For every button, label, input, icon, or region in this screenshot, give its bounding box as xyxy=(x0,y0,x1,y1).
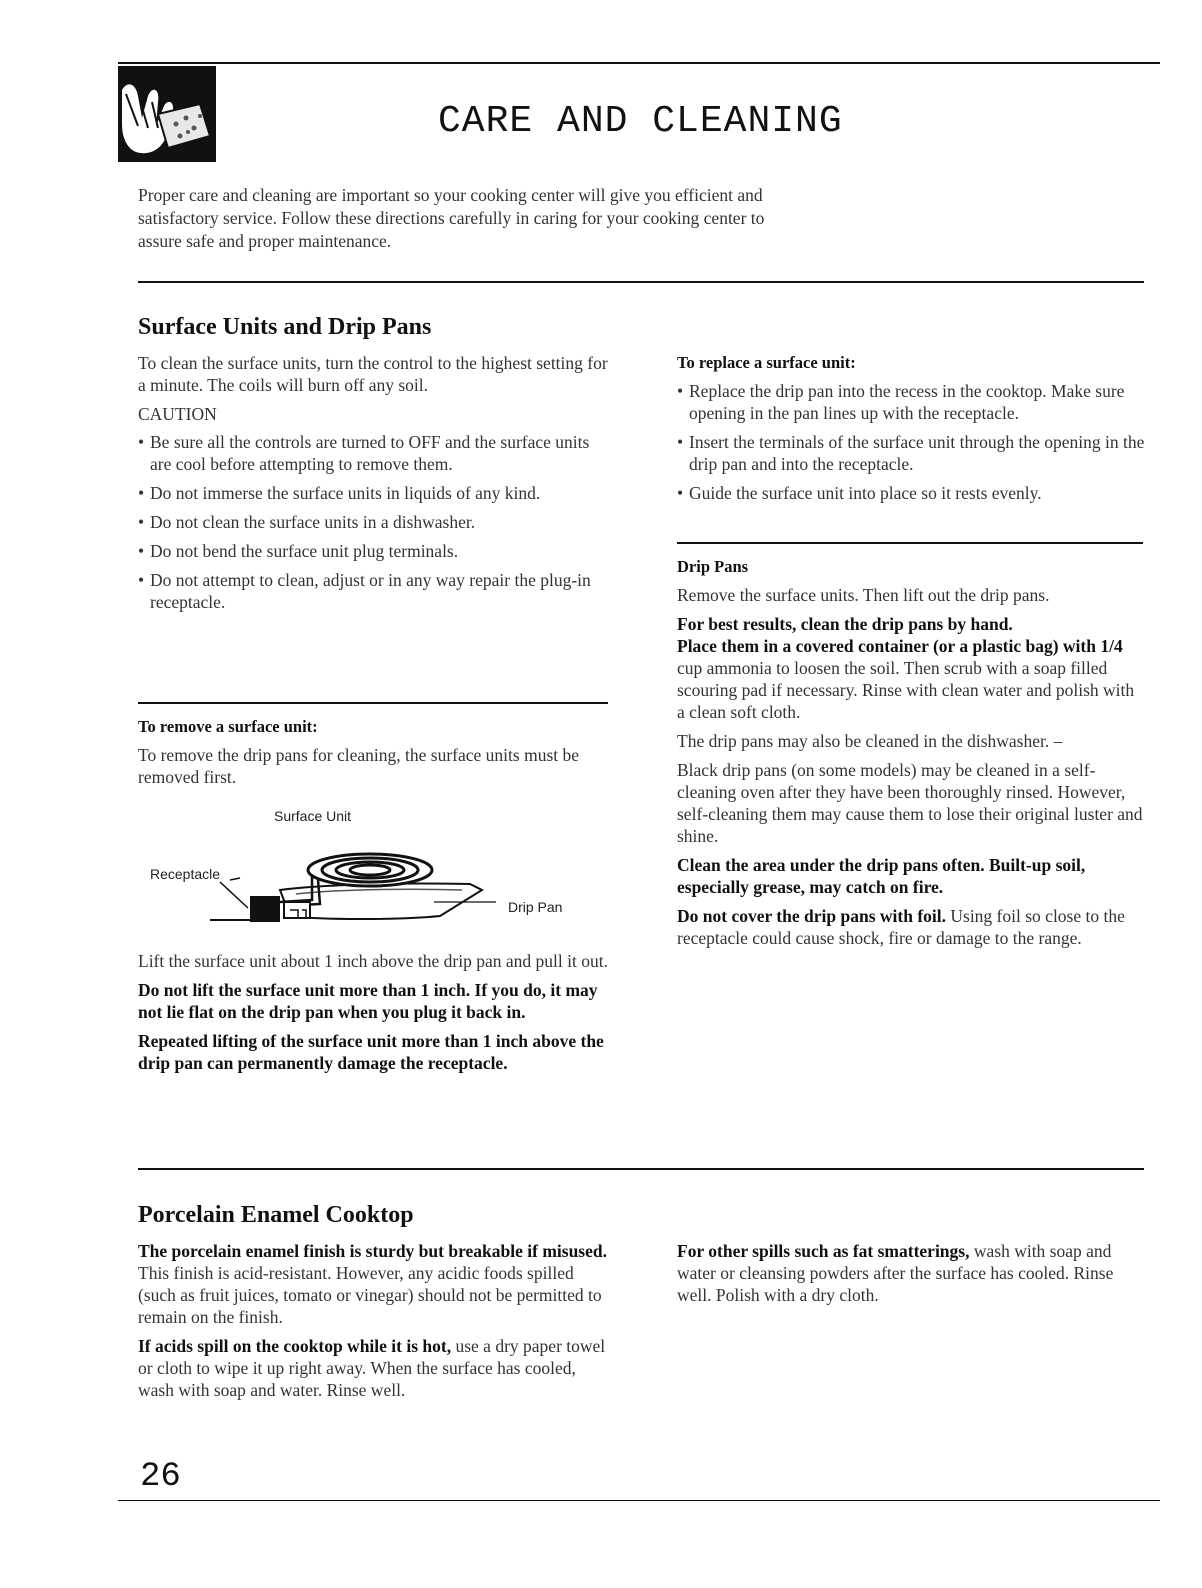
porcelain-right-column xyxy=(677,1240,1143,1313)
list-item: • Do not attempt to clean, adjust or in any way repair the plug-in receptacle. xyxy=(138,570,591,612)
page-number: 26 xyxy=(140,1458,181,1496)
lift-instructions xyxy=(138,950,608,1081)
list-item: • Insert the terminals of the surface unit through the opening in the drip pan and into the receptacle. xyxy=(677,432,1145,474)
porcelain-left-column xyxy=(138,1240,608,1408)
section-divider xyxy=(138,1168,1144,1170)
remove-unit-text: To remove the drip pans for cleaning, the surface units must be removed first. xyxy=(138,745,580,787)
drip-pans-text-5: Do not cover the drip pans with foil. Using foil so close to the receptacle could cause shock, fire or damage to the range. xyxy=(677,906,1125,948)
section-divider xyxy=(138,281,1144,283)
subsection-divider xyxy=(677,542,1143,544)
figure-label-surface-unit: Surface Unit xyxy=(274,808,352,824)
list-item: • Replace the drip pan into the recess in the cooktop. Make sure opening in the pan lines up with the receptacle. xyxy=(677,381,1125,423)
drip-pans-title: Drip Pans xyxy=(677,557,749,576)
page-title: CARE AND CLEANING xyxy=(438,100,843,143)
lift-text: Lift the surface unit about 1 inch above the drip pan and pull it out. xyxy=(138,951,608,971)
section-heading-surface-units: Surface Units and Drip Pans xyxy=(138,314,432,340)
caution-label: CAUTION xyxy=(138,404,217,424)
replace-unit-title: To replace a surface unit: xyxy=(677,353,856,372)
list-item: • Guide the surface unit into place so it rests evenly. xyxy=(677,483,1042,503)
porcelain-text-1: The porcelain enamel finish is sturdy but breakable if misused. This finish is acid-resistant. However, any acidic foods spilled (such as fruit juices, tomato or vinegar) should not be permitted to remain on the finish. xyxy=(138,1241,607,1327)
figure-label-drip-pan: Drip Pan xyxy=(508,899,563,915)
list-item: • Do not clean the surface units in a dishwasher. xyxy=(138,512,476,532)
surface-intro-text: To clean the surface units, turn the control to the highest setting for a minute. The coils will burn off any soil. xyxy=(138,353,608,395)
drip-pans-block xyxy=(677,556,1143,956)
subsection-divider xyxy=(138,702,608,704)
drip-pans-text-4: Black drip pans (on some models) may be cleaned in a self-cleaning oven after they have been thoroughly rinsed. However, self-cleaning them may cause them to lose their original luster and shine. xyxy=(677,760,1143,846)
porcelain-text-3: For other spills such as fat smatterings, wash with soap and water or cleansing powders after the surface has cooled. Rinse well. Polish with a dry cloth. xyxy=(677,1241,1114,1305)
footer-rule xyxy=(118,1500,1160,1501)
figure-label-receptacle: Receptacle xyxy=(150,866,221,882)
surface-left-column xyxy=(138,352,608,620)
porcelain-text-2: If acids spill on the cooktop while it is hot, use a dry paper towel or cloth to wipe it up right away. When the surface has cooled, wash with soap and water. Rinse well. xyxy=(138,1336,606,1400)
drip-pans-text-3: The drip pans may also be cleaned in the dishwasher. – xyxy=(677,731,1063,751)
intro-paragraph: Proper care and cleaning are important so your cooking center will give you efficient and satisfactory service. Follow these directions carefully in caring for your cooking center to assure safe and proper maintenance. xyxy=(138,185,765,251)
drip-pans-warning: Clean the area under the drip pans often. Built-up soil, especially grease, may catch on fire. xyxy=(677,855,1086,897)
drip-pans-text-2: For best results, clean the drip pans by hand. Place them in a covered container (or a plastic bag) with 1/4 cup ammonia to loosen the soil. Then scrub with a soap filled scouring pad if necessary. Rinse with clean water and polish with a clean soft cloth. xyxy=(677,614,1135,722)
drip-pans-text-1: Remove the surface units. Then lift out the drip pans. xyxy=(677,585,1050,605)
remove-unit-title: To remove a surface unit: xyxy=(138,717,318,736)
header-top-rule xyxy=(118,62,1160,64)
list-item: • Do not bend the surface unit plug terminals. xyxy=(138,541,459,561)
hand-sponge-icon xyxy=(118,66,216,162)
list-item: • Be sure all the controls are turned to OFF and the surface units are cool before attempting to remove them. xyxy=(138,432,590,474)
replace-unit-block xyxy=(677,352,1147,511)
section-heading-porcelain: Porcelain Enamel Cooktop xyxy=(138,1202,414,1228)
surface-unit-diagram xyxy=(200,840,510,936)
list-item: • Do not immerse the surface units in liquids of any kind. xyxy=(138,483,541,503)
lift-warning-1: Do not lift the surface unit more than 1 inch. If you do, it may not lie flat on the drip pan when you plug it back in. xyxy=(138,980,598,1022)
lift-warning-2: Repeated lifting of the surface unit more than 1 inch above the drip pan can permanently damage the receptacle. xyxy=(138,1031,604,1073)
remove-unit-block xyxy=(138,716,608,795)
